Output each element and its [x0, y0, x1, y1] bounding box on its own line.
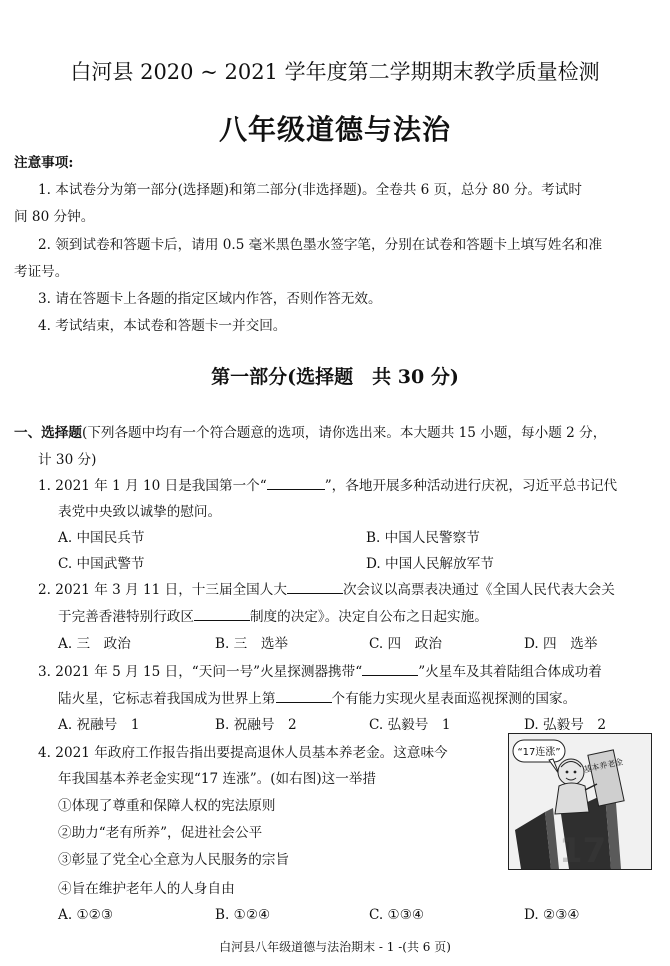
q4-statement-3: ③彰显了党全心全意为人民服务的宗旨 [58, 852, 290, 868]
question-2-line2 [58, 605, 488, 625]
q4-option-d: D. ②③④ [524, 907, 580, 923]
section1-label: 一、选择题 [14, 425, 82, 441]
question-3-line2 [58, 687, 576, 707]
question-1-line1 [38, 474, 617, 494]
q4-statement-2: ②助力“老有所养”，促进社会公平 [58, 825, 263, 841]
subject-title: 八年级道德与法治 [218, 113, 451, 146]
q1-option-b: B. 中国人民警察节 [366, 530, 480, 546]
exam-title: 白河县 2020 ~ 2021 学年度第二学期期末教学质量检测 [70, 60, 600, 84]
q3-text-a: 3. 2021 年 5 月 15 日，“天问一号”火星探测器携带“ [38, 664, 363, 680]
q3-option-d: D. 弘毅号 2 [524, 717, 607, 733]
note-item-1-line1: 1. 本试卷分为第一部分(选择题)和第二部分(非选择题)。全卷共 6 页，总分 80 分。考试时 [38, 182, 582, 198]
q2-option-a: A. 三 政治 [58, 636, 131, 652]
question-4-line1: 4. 2021 年政府工作报告指出要提高退休人员基本养老金。这意味今 [38, 745, 448, 761]
note-item-1-line2: 间 80 分钟。 [14, 209, 95, 225]
section1-desc: (下列各题中均有一个符合题意的选项，请你选出来。本大题共 15 小题，每小题 2 分， [81, 425, 607, 441]
pension-cartoon-image [508, 733, 652, 870]
cartoon-number: 17 [559, 831, 607, 869]
note-item-2-line2: 考证号。 [14, 264, 69, 280]
page-footer: 白河县八年级道德与法治期末 - 1 -(共 6 页) [219, 940, 451, 954]
q3-text-c: 陆火星，它标志着我国成为世界上第 [58, 691, 276, 707]
q1-option-d: D. 中国人民解放军节 [366, 556, 494, 572]
q3-option-b: B. 祝融号 2 [215, 717, 297, 733]
section1-desc-line2: 计 30 分) [38, 452, 97, 468]
q2-text-d: 制度的决定》。决定自公布之日起实施。 [249, 609, 488, 625]
q2-text-c: 于完善香港特别行政区 [58, 609, 194, 625]
part1-title: 第一部分(选择题 共 30 分) [211, 366, 459, 388]
q3-option-a: A. 祝融号 1 [58, 717, 140, 733]
q1-option-c: C. 中国武警节 [58, 556, 145, 572]
q1-text-b: ”，各地开展多种活动进行庆祝，习近平总书记代 [324, 478, 618, 494]
pension-cartoon-drawing [509, 734, 651, 869]
note-item-2-line1: 2. 领到试卷和答题卡后，请用 0.5 毫米黑色墨水签字笔，分别在试卷和答题卡上填写姓名和准 [38, 237, 603, 253]
q3-text-b: ”火星车及其着陆组合体成功着 [418, 664, 602, 680]
q4-statement-1: ①体现了尊重和保障人权的宪法原则 [58, 798, 276, 814]
q2-blank-2 [194, 608, 250, 621]
q1-blank [267, 477, 325, 490]
q4-option-c: C. ①③④ [369, 907, 425, 923]
q4-statement-4: ④旨在维护老年人的人身自由 [58, 881, 235, 897]
note-item-3: 3. 请在答题卡上各题的指定区域内作答，否则作答无效。 [38, 291, 382, 307]
q1-option-a: A. 中国民兵节 [58, 530, 145, 546]
cartoon-sign-text: 基本养老金 [582, 757, 624, 775]
question-4-line2: 年我国基本养老金实现“17 连涨”。(如右图)这一举措 [58, 771, 376, 787]
q3-blank-1 [362, 663, 418, 676]
question-2-line1 [38, 578, 615, 598]
q1-text-a: 1. 2021 年 1 月 10 日是我国第一个“ [38, 478, 267, 494]
cartoon-bubble-text: “17连涨” [517, 747, 561, 758]
section1-header [14, 421, 606, 441]
notes-heading: 注意事项: [14, 155, 74, 171]
q2-option-d: D. 四 选举 [524, 636, 598, 652]
q2-blank-1 [287, 581, 343, 594]
q2-text-a: 2. 2021 年 3 月 11 日，十三届全国人大 [38, 582, 287, 598]
note-item-4: 4. 考试结束，本试卷和答题卡一并交回。 [38, 318, 287, 334]
question-1-line2: 表党中央致以诚挚的慰问。 [58, 504, 222, 520]
q2-text-b: 次会议以高票表决通过《全国人民代表大会关 [342, 582, 615, 598]
q2-option-c: C. 四 政治 [369, 636, 442, 652]
question-3-line1 [38, 660, 602, 680]
q3-option-c: C. 弘毅号 1 [369, 717, 451, 733]
q3-blank-2 [276, 690, 332, 703]
q4-option-b: B. ①②④ [215, 907, 271, 923]
q4-option-a: A. ①②③ [58, 907, 114, 923]
q2-option-b: B. 三 选举 [215, 636, 289, 652]
q3-text-d: 个有能力实现火星表面巡视探测的国家。 [331, 691, 577, 707]
